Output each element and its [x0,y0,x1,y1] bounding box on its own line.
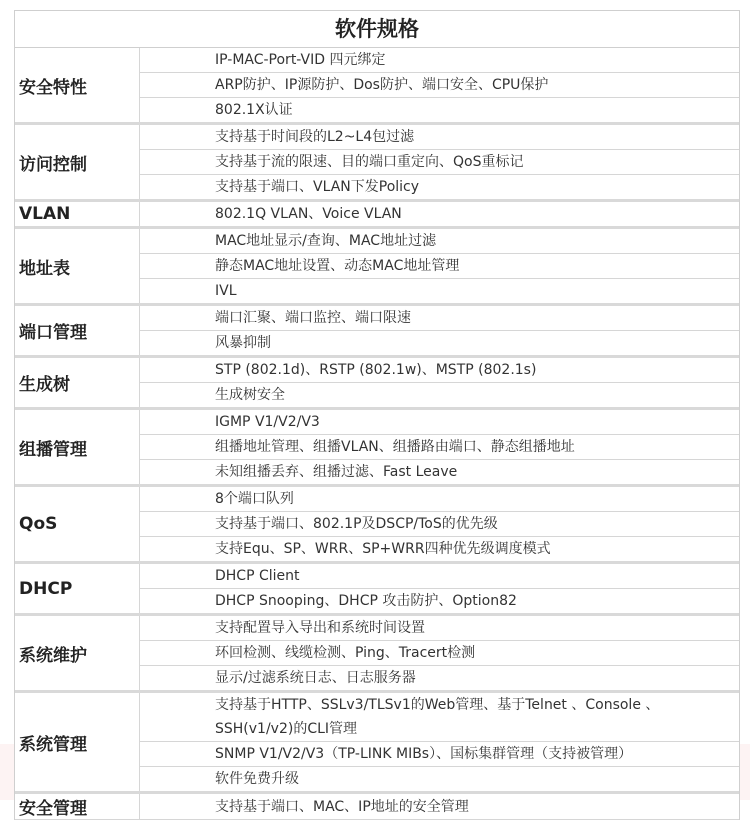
page-title: 软件规格 [15,10,739,48]
spec-row [15,793,739,820]
spec-item: 支持基于流的限速、目的端口重定向、QoS重标记 [140,150,740,175]
category-label: 地址表 [15,228,140,305]
spec-item: 支持基于端口、VLAN下发Policy [140,175,740,201]
spec-item: 支持配置导入导出和系统时间设置 [140,615,740,641]
spec-table-container [14,10,740,820]
spec-item: 生成树安全 [140,383,740,409]
spec-item: 端口汇聚、端口监控、端口限速 [140,305,740,331]
spec-row [15,48,739,73]
spec-item: 802.1X认证 [140,98,740,124]
spec-row [15,124,739,150]
spec-item: 环回检测、线缆检测、Ping、Tracert检测 [140,641,740,666]
spec-row [15,615,739,641]
category-label: 生成树 [15,357,140,409]
spec-row [15,305,739,331]
spec-row [15,486,739,512]
spec-item: IP-MAC-Port-VID 四元绑定 [140,48,740,73]
spec-row [15,357,739,383]
spec-item: DHCP Client [140,563,740,589]
spec-item: MAC地址显示/查询、MAC地址过滤 [140,228,740,254]
spec-item: IVL [140,279,740,305]
spec-item: 支持基于HTTP、SSLv3/TLSv1的Web管理、基于Telnet 、Console 、SSH(v1/v2)的CLI管理 [140,692,740,742]
spec-item: DHCP Snooping、DHCP 攻击防护、Option82 [140,589,740,615]
spec-item: 8个端口队列 [140,486,740,512]
spec-row [15,563,739,589]
spec-item: ARP防护、IP源防护、Dos防护、端口安全、CPU保护 [140,73,740,98]
category-label: 安全特性 [15,48,140,124]
spec-item: 未知组播丢弃、组播过滤、Fast Leave [140,460,740,486]
spec-item: 支持基于端口、MAC、IP地址的安全管理 [140,793,740,820]
spec-row [15,201,739,228]
category-label: QoS [15,486,140,563]
spec-item: IGMP V1/V2/V3 [140,409,740,435]
spec-item: 支持基于时间段的L2~L4包过滤 [140,124,740,150]
spec-item: 风暴抑制 [140,331,740,357]
category-label: 端口管理 [15,305,140,357]
spec-item: 组播地址管理、组播VLAN、组播路由端口、静态组播地址 [140,435,740,460]
spec-row [15,692,739,742]
spec-row [15,228,739,254]
category-label: 访问控制 [15,124,140,201]
spec-item: 软件免费升级 [140,767,740,793]
spec-item: 显示/过滤系统日志、日志服务器 [140,666,740,692]
spec-table-body [15,48,739,820]
category-label: DHCP [15,563,140,615]
spec-item: SNMP V1/V2/V3（TP-LINK MIBs）、国标集群管理（支持被管理） [140,742,740,767]
spec-item: 支持基于端口、802.1P及DSCP/ToS的优先级 [140,512,740,537]
spec-table [15,48,739,820]
category-label: VLAN [15,201,140,228]
category-label: 系统维护 [15,615,140,692]
spec-item: 802.1Q VLAN、Voice VLAN [140,201,740,228]
category-label: 安全管理 [15,793,140,820]
spec-row [15,409,739,435]
spec-item: 支持Equ、SP、WRR、SP+WRR四种优先级调度模式 [140,537,740,563]
category-label: 组播管理 [15,409,140,486]
category-label: 系统管理 [15,692,140,793]
spec-item: 静态MAC地址设置、动态MAC地址管理 [140,254,740,279]
spec-item: STP (802.1d)、RSTP (802.1w)、MSTP (802.1s) [140,357,740,383]
